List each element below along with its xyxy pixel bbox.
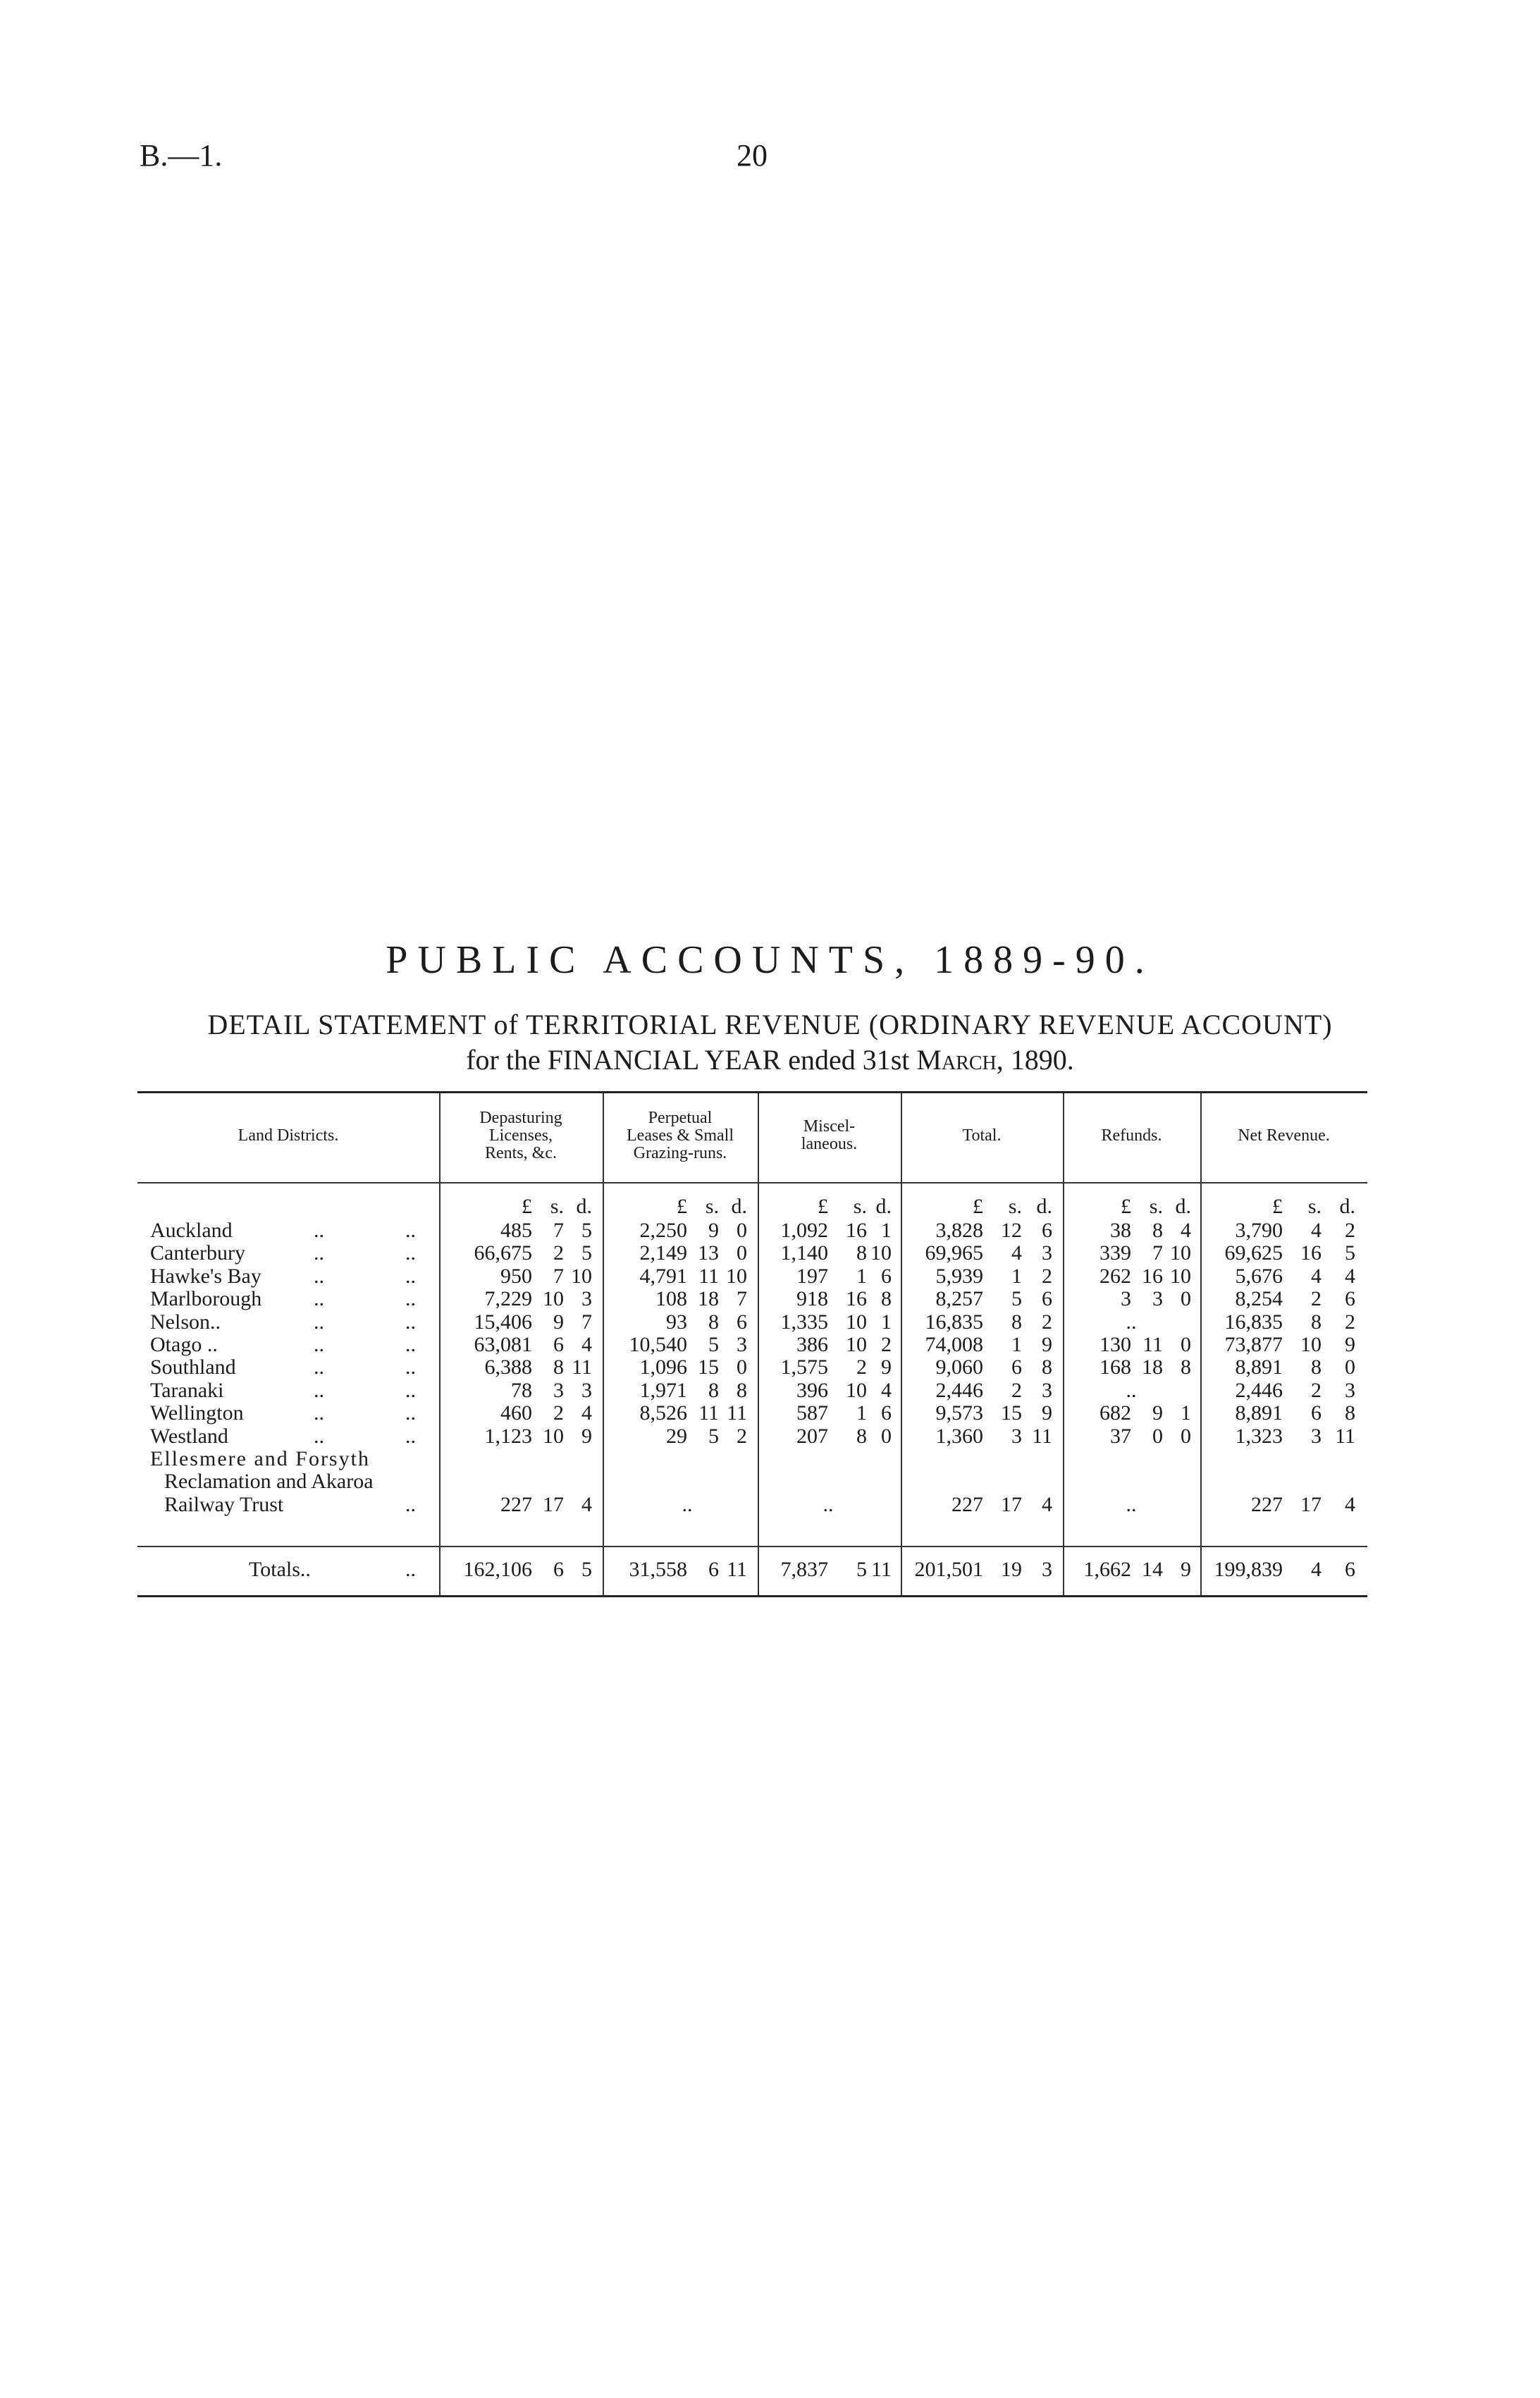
- perp-shillings: 13: [698, 1241, 719, 1265]
- dep-pence-unit: d.: [576, 1195, 592, 1218]
- leader-dots: ..: [314, 1310, 324, 1334]
- misc-pounds: 207: [796, 1424, 828, 1448]
- total-shillings: 3: [1011, 1424, 1022, 1448]
- total-pence: 2: [1042, 1264, 1052, 1288]
- perp-shillings: 5: [708, 1424, 719, 1448]
- table-row: [137, 1356, 1367, 1379]
- district-name: Auckland: [150, 1219, 233, 1242]
- misc-pence: 1: [881, 1310, 892, 1334]
- total-pence: 3: [1042, 1558, 1052, 1581]
- misc-shillings: 16: [846, 1287, 867, 1311]
- header-perpetual: [603, 1091, 758, 1180]
- net-shillings: 4: [1311, 1219, 1322, 1242]
- document-reference: B.—1.: [140, 138, 223, 173]
- total-pounds: 3,828: [935, 1219, 983, 1242]
- misc-shillings: 10: [846, 1310, 867, 1334]
- header-net-revenue: Net Revenue.: [1238, 1126, 1330, 1145]
- misc-pence: 8: [881, 1287, 892, 1311]
- total-shilling-unit: s.: [1008, 1195, 1022, 1218]
- table-row: [137, 1242, 1367, 1265]
- table-row: [137, 1219, 1367, 1242]
- ref-pounds: 168: [1099, 1355, 1131, 1379]
- perp-pounds: 29: [666, 1424, 687, 1448]
- total-pence-unit: d.: [1036, 1195, 1052, 1218]
- table-row: [137, 1425, 1367, 1448]
- dep-shillings: 17: [543, 1492, 564, 1516]
- header-depasturing: [439, 1091, 603, 1180]
- perp-pounds: 8,526: [639, 1401, 687, 1425]
- dep-shillings: 8: [553, 1355, 564, 1379]
- perp-pence: 8: [737, 1378, 747, 1402]
- dep-shillings: 2: [553, 1401, 564, 1425]
- net-pence: 2: [1345, 1219, 1355, 1242]
- trust-row-line2: [137, 1470, 1367, 1493]
- net-pounds: 8,891: [1235, 1401, 1283, 1425]
- total-pence: 8: [1042, 1355, 1052, 1379]
- net-pounds: 73,877: [1224, 1333, 1283, 1356]
- perp-shillings: 11: [698, 1401, 719, 1425]
- net-pounds: 16,835: [1224, 1310, 1283, 1334]
- misc-pence: 2: [881, 1333, 892, 1356]
- misc-pence: 9: [881, 1355, 892, 1379]
- page-title: PUBLIC ACCOUNTS, 1889-90.: [386, 938, 1154, 982]
- ref-pounds: 262: [1099, 1264, 1131, 1288]
- net-pounds: 8,891: [1235, 1355, 1283, 1379]
- leader-dots: ..: [314, 1401, 324, 1425]
- header-depasturing-line3: Rents, &c.: [485, 1143, 557, 1162]
- net-pence: 8: [1345, 1401, 1355, 1425]
- total-pence: 9: [1042, 1401, 1052, 1425]
- table-row: [137, 1402, 1367, 1425]
- total-shillings: 2: [1011, 1378, 1022, 1402]
- misc-pounds: 587: [796, 1401, 828, 1425]
- page-number: 20: [737, 138, 768, 173]
- net-shillings: 16: [1300, 1241, 1322, 1265]
- misc-pence: 6: [881, 1401, 892, 1425]
- perp-pence: 0: [737, 1355, 747, 1379]
- ref-pence-unit: d.: [1175, 1195, 1191, 1218]
- dep-shillings: 10: [543, 1287, 564, 1311]
- net-shillings: 4: [1311, 1558, 1322, 1581]
- net-pence: 4: [1345, 1492, 1355, 1516]
- dep-pence: 9: [581, 1424, 592, 1448]
- leader-dots: ..: [314, 1241, 324, 1265]
- ref-shillings: 0: [1152, 1424, 1163, 1448]
- dep-pounds: 6,388: [484, 1355, 532, 1379]
- misc-shillings: 2: [856, 1355, 867, 1379]
- leader-dots: ..: [314, 1355, 324, 1379]
- totals-label: Totals..: [249, 1558, 311, 1581]
- perp-shillings: 9: [708, 1219, 719, 1242]
- ref-empty: ..: [1126, 1378, 1137, 1402]
- ref-pounds: 130: [1099, 1333, 1131, 1356]
- dep-pounds: 78: [511, 1378, 532, 1402]
- net-pounds: 1,323: [1235, 1424, 1283, 1448]
- perp-shillings: 15: [698, 1355, 719, 1379]
- perp-pence: 2: [737, 1424, 747, 1448]
- dep-pound-unit: £: [522, 1195, 532, 1218]
- misc-pounds: 1,140: [780, 1241, 828, 1265]
- perp-pence: 7: [737, 1287, 747, 1311]
- ref-empty: ..: [1126, 1492, 1137, 1516]
- leader-dots: ..: [405, 1333, 416, 1356]
- statement-title: DETAIL STATEMENT of TERRITORIAL REVENUE (ORDINARY REVENUE ACCOUNT): [207, 1009, 1333, 1040]
- header-land-districts: Land Districts.: [238, 1126, 339, 1145]
- perp-pounds: 10,540: [629, 1333, 687, 1356]
- ref-shillings: 8: [1152, 1219, 1163, 1242]
- district-name: Otago ..: [150, 1333, 218, 1356]
- dep-pence: 5: [581, 1219, 592, 1242]
- leader-dots: ..: [405, 1287, 416, 1311]
- ref-pence: 0: [1181, 1287, 1191, 1311]
- perp-shillings: 6: [708, 1558, 719, 1581]
- period-month: March: [916, 1044, 997, 1076]
- net-shillings: 2: [1311, 1287, 1322, 1311]
- ref-shillings: 18: [1142, 1355, 1163, 1379]
- leader-dots: ..: [405, 1310, 416, 1334]
- dep-shillings: 7: [553, 1219, 564, 1242]
- net-shilling-unit: s.: [1307, 1195, 1322, 1218]
- perp-pounds: 31,558: [629, 1558, 687, 1581]
- total-shillings: 19: [1001, 1558, 1022, 1581]
- perp-pounds: 1,096: [639, 1355, 687, 1379]
- misc-pence-unit: d.: [875, 1195, 892, 1218]
- dep-pounds: 66,675: [474, 1241, 532, 1265]
- misc-pounds: 396: [796, 1378, 828, 1402]
- header-perpetual-line1: Perpetual: [648, 1108, 713, 1127]
- trust-row-line1: [137, 1448, 1367, 1470]
- total-pence: 6: [1042, 1287, 1052, 1311]
- header-perpetual-line3: Grazing-runs.: [633, 1143, 727, 1162]
- table-row: [137, 1379, 1367, 1402]
- misc-shillings: 1: [856, 1401, 867, 1425]
- misc-pence: 1: [881, 1219, 892, 1242]
- dep-shillings: 9: [553, 1310, 564, 1334]
- revenue-table: [137, 1091, 1367, 1597]
- ref-shillings: 16: [1142, 1264, 1163, 1288]
- total-shillings: 1: [1011, 1264, 1022, 1288]
- perp-shillings: 8: [708, 1378, 719, 1402]
- total-pounds: 16,835: [925, 1310, 983, 1334]
- total-pence: 4: [1042, 1492, 1052, 1516]
- dep-shillings: 6: [553, 1558, 564, 1581]
- district-name: Westland: [150, 1424, 228, 1448]
- dep-pence: 3: [581, 1378, 592, 1402]
- ref-shillings: 14: [1142, 1558, 1163, 1581]
- perp-shilling-unit: s.: [705, 1195, 719, 1218]
- ref-pounds: 38: [1110, 1219, 1131, 1242]
- net-pounds: 227: [1251, 1492, 1283, 1516]
- leader-dots: ..: [405, 1355, 416, 1379]
- total-shillings: 1: [1011, 1333, 1022, 1356]
- ref-pence: 0: [1181, 1333, 1191, 1356]
- net-pence: 4: [1345, 1264, 1355, 1288]
- ref-pounds: 3: [1121, 1287, 1131, 1311]
- misc-shilling-unit: s.: [853, 1195, 867, 1218]
- dep-pence: 4: [581, 1401, 592, 1425]
- misc-pounds: 386: [796, 1333, 828, 1356]
- dep-pounds: 1,123: [484, 1424, 532, 1448]
- trust-name-line1: Ellesmere and Forsyth: [150, 1447, 370, 1470]
- misc-shillings: 5: [856, 1558, 867, 1581]
- total-pounds: 9,573: [935, 1401, 983, 1425]
- dep-pounds: 15,406: [474, 1310, 532, 1334]
- perp-empty: ..: [682, 1492, 693, 1516]
- total-shillings: 5: [1011, 1287, 1022, 1311]
- ref-pence: 8: [1181, 1355, 1191, 1379]
- leader-dots: ..: [405, 1558, 416, 1581]
- dep-pence: 10: [571, 1264, 592, 1288]
- total-shillings: 12: [1001, 1219, 1022, 1242]
- leader-dots: ..: [405, 1401, 416, 1425]
- misc-pounds: 1,092: [780, 1219, 828, 1242]
- dep-pounds: 63,081: [474, 1333, 532, 1356]
- total-pence: 9: [1042, 1333, 1052, 1356]
- misc-shillings: 1: [856, 1264, 867, 1288]
- total-pence: 3: [1042, 1378, 1052, 1402]
- net-shillings: 6: [1311, 1401, 1322, 1425]
- total-pounds: 74,008: [925, 1333, 983, 1356]
- misc-pounds: 7,837: [780, 1558, 828, 1581]
- misc-pounds: 1,575: [780, 1355, 828, 1379]
- net-pounds: 8,254: [1235, 1287, 1283, 1311]
- perp-pounds: 2,250: [639, 1219, 687, 1242]
- misc-shillings: 10: [846, 1378, 867, 1402]
- dep-shilling-unit: s.: [550, 1195, 564, 1218]
- table-row: [137, 1288, 1367, 1310]
- misc-pence: 0: [881, 1424, 892, 1448]
- misc-pounds: 918: [796, 1287, 828, 1311]
- header-refunds: Refunds.: [1101, 1126, 1162, 1145]
- ref-pound-unit: £: [1121, 1195, 1131, 1218]
- perp-pence: 11: [727, 1401, 747, 1425]
- net-pounds: 5,676: [1235, 1264, 1283, 1288]
- misc-shillings: 16: [846, 1219, 867, 1242]
- dep-pounds: 162,106: [463, 1558, 532, 1581]
- net-shillings: 8: [1311, 1310, 1322, 1334]
- leader-dots: ..: [405, 1241, 416, 1265]
- header-perpetual-line2: Leases & Small: [627, 1126, 734, 1145]
- dep-pounds: 950: [500, 1264, 532, 1288]
- total-shillings: 6: [1011, 1355, 1022, 1379]
- total-pounds: 8,257: [935, 1287, 983, 1311]
- district-name: Hawke's Bay: [150, 1264, 261, 1288]
- total-pounds: 1,360: [935, 1424, 983, 1448]
- net-pence: 3: [1345, 1378, 1355, 1402]
- misc-pence: 6: [881, 1264, 892, 1288]
- leader-dots: ..: [314, 1424, 324, 1448]
- dep-pence: 4: [581, 1492, 592, 1516]
- dep-pounds: 227: [500, 1492, 532, 1516]
- net-pence: 6: [1345, 1558, 1355, 1581]
- misc-pound-unit: £: [818, 1195, 828, 1218]
- net-shillings: 10: [1300, 1333, 1322, 1356]
- dep-shillings: 10: [543, 1424, 564, 1448]
- header-miscellaneous-line1: Miscel-: [803, 1117, 856, 1136]
- misc-pounds: 1,335: [780, 1310, 828, 1334]
- table-row: [137, 1265, 1367, 1288]
- misc-pence: 11: [871, 1558, 892, 1581]
- header-miscellaneous: [758, 1091, 901, 1180]
- perp-pounds: 2,149: [639, 1241, 687, 1265]
- misc-empty: ..: [823, 1492, 834, 1516]
- trust-name-line3: Railway Trust: [164, 1492, 284, 1516]
- ref-empty: ..: [1126, 1310, 1137, 1334]
- perp-pence: 0: [737, 1219, 747, 1242]
- total-pence: 3: [1042, 1241, 1052, 1265]
- leader-dots: ..: [314, 1287, 324, 1311]
- header-depasturing-line1: Depasturing: [479, 1108, 562, 1127]
- leader-dots: ..: [314, 1219, 324, 1242]
- header-miscellaneous-line2: laneous.: [801, 1135, 858, 1153]
- total-pounds: 2,446: [935, 1378, 983, 1402]
- misc-shillings: 8: [856, 1241, 867, 1265]
- perp-pence-unit: d.: [731, 1195, 747, 1218]
- perp-pence: 3: [737, 1333, 747, 1356]
- perp-pounds: 4,791: [639, 1264, 687, 1288]
- statement-period: [0, 1043, 1540, 1076]
- perp-shillings: 11: [698, 1264, 719, 1288]
- dep-pence: 7: [581, 1310, 592, 1334]
- net-shillings: 2: [1311, 1378, 1322, 1402]
- dep-pence: 5: [581, 1241, 592, 1265]
- leader-dots: ..: [405, 1492, 416, 1516]
- dep-pence: 11: [572, 1355, 592, 1379]
- ref-pounds: 1,662: [1083, 1558, 1131, 1581]
- misc-pence: 4: [881, 1378, 892, 1402]
- trust-name-line2: Reclamation and Akaroa: [164, 1470, 374, 1494]
- ref-shillings: 7: [1152, 1241, 1163, 1265]
- perp-shillings: 8: [708, 1310, 719, 1334]
- total-pence: 2: [1042, 1310, 1052, 1334]
- misc-shillings: 10: [846, 1333, 867, 1356]
- leader-dots: ..: [314, 1264, 324, 1288]
- header-depasturing-line2: Licenses,: [489, 1126, 553, 1145]
- net-pence: 11: [1335, 1424, 1355, 1448]
- total-pounds: 201,501: [914, 1558, 983, 1581]
- district-name: Canterbury: [150, 1241, 245, 1265]
- net-pounds: 2,446: [1235, 1378, 1283, 1402]
- net-pounds: 69,625: [1224, 1241, 1283, 1265]
- net-shillings: 8: [1311, 1355, 1322, 1379]
- district-name: Marlborough: [150, 1287, 262, 1311]
- perp-pence: 10: [726, 1264, 747, 1288]
- net-pounds: 3,790: [1235, 1219, 1283, 1242]
- ref-pence: 0: [1181, 1424, 1191, 1448]
- total-pence: 11: [1032, 1424, 1052, 1448]
- perp-pounds: 93: [666, 1310, 687, 1334]
- dep-pounds: 460: [500, 1401, 532, 1425]
- ref-shillings: 9: [1152, 1401, 1163, 1425]
- dep-shillings: 7: [553, 1264, 564, 1288]
- dep-pounds: 485: [500, 1219, 532, 1242]
- ref-pence: 4: [1181, 1219, 1191, 1242]
- perp-pound-unit: £: [677, 1195, 687, 1218]
- header-total: Total.: [962, 1126, 1002, 1145]
- net-pence: 5: [1345, 1241, 1355, 1265]
- ref-pence: 10: [1170, 1241, 1191, 1265]
- total-shillings: 4: [1011, 1241, 1022, 1265]
- dep-pence: 5: [581, 1558, 592, 1581]
- misc-pounds: 197: [796, 1264, 828, 1288]
- leader-dots: ..: [405, 1378, 416, 1402]
- misc-pence: 10: [870, 1241, 892, 1265]
- table-row: [137, 1334, 1367, 1356]
- dep-shillings: 6: [553, 1333, 564, 1356]
- perp-pounds: 1,971: [639, 1378, 687, 1402]
- leader-dots: ..: [405, 1424, 416, 1448]
- ref-pounds: 339: [1099, 1241, 1131, 1265]
- dep-pence: 4: [581, 1333, 592, 1356]
- ref-pence: 9: [1181, 1558, 1191, 1581]
- perp-shillings: 18: [698, 1287, 719, 1311]
- ref-shillings: 3: [1152, 1287, 1163, 1311]
- total-pounds: 9,060: [935, 1355, 983, 1379]
- net-shillings: 3: [1311, 1424, 1322, 1448]
- net-pence: 2: [1345, 1310, 1355, 1334]
- net-pence: 6: [1345, 1287, 1355, 1311]
- period-suffix: , 1890.: [996, 1044, 1074, 1076]
- dep-pence: 3: [581, 1287, 592, 1311]
- ref-pounds: 682: [1099, 1401, 1131, 1425]
- district-name: Taranaki: [150, 1378, 224, 1402]
- total-pounds: 227: [951, 1492, 983, 1516]
- leader-dots: ..: [314, 1378, 324, 1402]
- leader-dots: ..: [405, 1264, 416, 1288]
- total-shillings: 8: [1011, 1310, 1022, 1334]
- dep-shillings: 3: [553, 1378, 564, 1402]
- perp-pence: 6: [737, 1310, 747, 1334]
- district-name: Southland: [150, 1355, 236, 1379]
- net-shillings: 17: [1300, 1492, 1322, 1516]
- ref-pounds: 37: [1110, 1424, 1131, 1448]
- dep-shillings: 2: [553, 1241, 564, 1265]
- perp-shillings: 5: [708, 1333, 719, 1356]
- district-name: Wellington: [150, 1401, 244, 1425]
- ref-pence: 1: [1181, 1401, 1191, 1425]
- net-pounds: 199,839: [1214, 1558, 1283, 1581]
- leader-dots: ..: [314, 1333, 324, 1356]
- net-pence: 9: [1345, 1333, 1355, 1356]
- ref-shilling-unit: s.: [1149, 1195, 1163, 1218]
- district-name: Nelson..: [150, 1310, 221, 1334]
- trust-row: [137, 1494, 1367, 1516]
- totals-row: [137, 1558, 1367, 1581]
- perp-pounds: 108: [655, 1287, 687, 1311]
- total-pounds: 69,965: [925, 1241, 983, 1265]
- misc-shillings: 8: [856, 1424, 867, 1448]
- period-prefix: for the FINANCIAL YEAR ended 31st: [466, 1044, 917, 1076]
- net-shillings: 4: [1311, 1264, 1322, 1288]
- ref-pence: 10: [1170, 1264, 1191, 1288]
- perp-pence: 0: [737, 1241, 747, 1265]
- net-pence: 0: [1345, 1355, 1355, 1379]
- net-pound-unit: £: [1272, 1195, 1283, 1218]
- total-pound-unit: £: [973, 1195, 983, 1218]
- total-pence: 6: [1042, 1219, 1052, 1242]
- table-row: [137, 1311, 1367, 1334]
- total-shillings: 15: [1001, 1401, 1022, 1425]
- perp-pence: 11: [727, 1558, 747, 1581]
- dep-pounds: 7,229: [484, 1287, 532, 1311]
- ref-shillings: 11: [1142, 1333, 1163, 1356]
- total-pounds: 5,939: [935, 1264, 983, 1288]
- units-row: [137, 1195, 1367, 1218]
- total-shillings: 17: [1001, 1492, 1022, 1516]
- leader-dots: ..: [405, 1219, 416, 1242]
- net-pence-unit: d.: [1339, 1195, 1355, 1218]
